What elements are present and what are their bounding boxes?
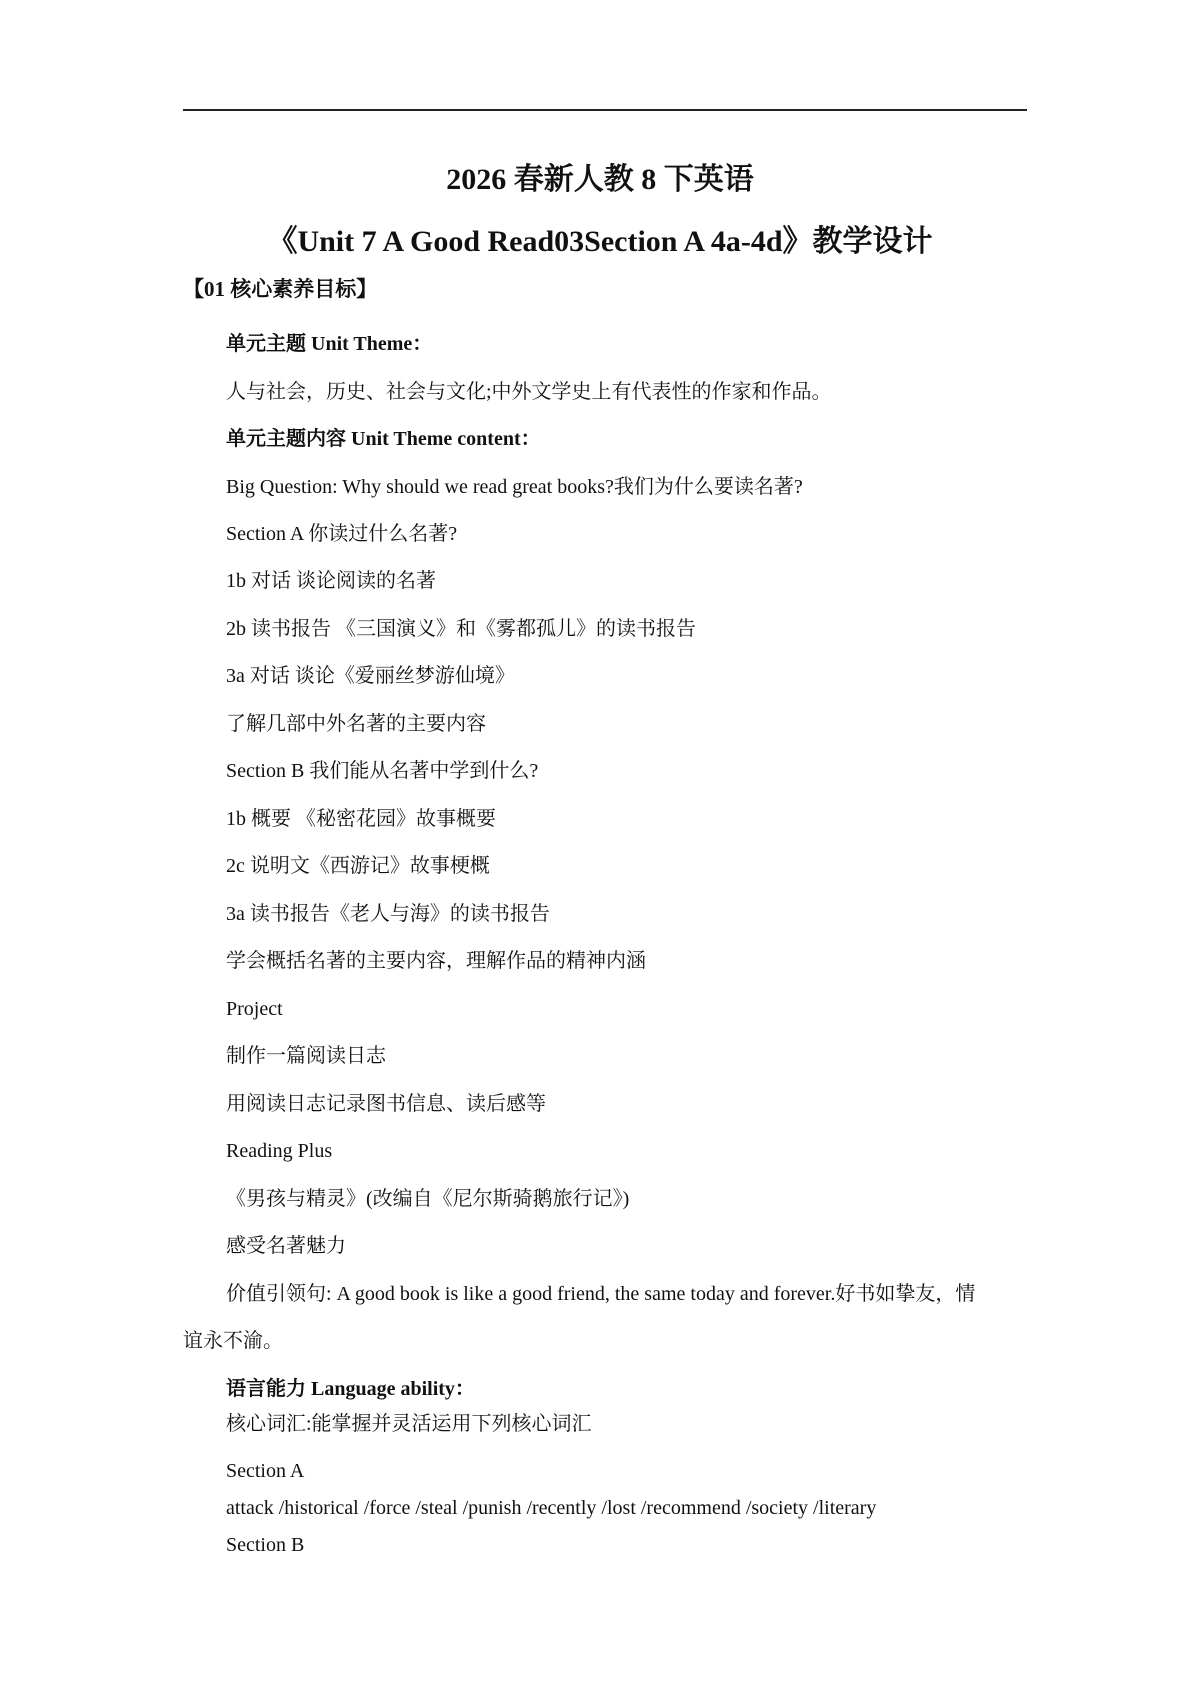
unit-theme-label: 单元主题 Unit Theme： xyxy=(226,333,433,355)
vocab-section-a-heading: Section A xyxy=(226,1460,305,1482)
section-a-summary: 了解几部中外名著的主要内容 xyxy=(226,713,486,735)
project-item-1: 制作一篇阅读日志 xyxy=(226,1045,386,1067)
section-b-item-2c: 2c 说明文《西游记》故事梗概 xyxy=(226,855,490,877)
big-question: Big Question: Why should we read great books?我们为什么要读名著? xyxy=(226,476,803,498)
section-a-item-1b: 1b 对话 谈论阅读的名著 xyxy=(226,570,436,592)
section-a-heading: Section A 你读过什么名著? xyxy=(226,523,458,545)
section-b-heading: Section B 我们能从名著中学到什么? xyxy=(226,760,539,782)
reading-plus-heading: Reading Plus xyxy=(226,1140,333,1162)
section-b-item-3a: 3a 读书报告《老人与海》的读书报告 xyxy=(226,903,550,925)
section-a-item-2b: 2b 读书报告 《三国演义》和《雾都孤儿》的读书报告 xyxy=(226,618,696,640)
vocab-section-b-heading: Section B xyxy=(226,1534,305,1556)
document-subtitle: 《Unit 7 A Good Read03Section A 4a-4d》教学设计 xyxy=(267,225,933,258)
project-item-2: 用阅读日志记录图书信息、读后感等 xyxy=(226,1093,546,1115)
section-b-summary: 学会概括名著的主要内容，理解作品的精神内涵 xyxy=(226,950,646,972)
unit-theme-text: 人与社会，历史、社会与文化;中外文学史上有代表性的作家和作品。 xyxy=(226,381,832,403)
header-rule xyxy=(183,109,1027,111)
reading-plus-summary: 感受名著魅力 xyxy=(226,1235,346,1257)
vocab-section-a-words: attack /historical /force /steal /punish /recently /lost /recommend /society /literary xyxy=(226,1497,877,1519)
section-heading: 【01 核心素养目标】 xyxy=(183,277,378,301)
unit-theme-content-label: 单元主题内容 Unit Theme content： xyxy=(226,428,541,450)
language-ability-label: 语言能力 Language ability： xyxy=(226,1378,475,1400)
reading-plus-item: 《男孩与精灵》(改编自《尼尔斯骑鹅旅行记》) xyxy=(226,1188,630,1210)
project-heading: Project xyxy=(226,998,283,1020)
section-b-item-1b: 1b 概要 《秘密花园》故事概要 xyxy=(226,808,496,830)
core-vocab-intro: 核心词汇:能掌握并灵活运用下列核心词汇 xyxy=(226,1413,592,1435)
document-title: 2026 春新人教 8 下英语 xyxy=(446,163,754,196)
value-sentence-continuation: 谊永不渝。 xyxy=(183,1330,283,1352)
section-a-item-3a: 3a 对话 谈论《爱丽丝梦游仙境》 xyxy=(226,665,515,687)
value-sentence: 价值引领句: A good book is like a good friend, the same today and forever.好书如挚友，情 xyxy=(226,1283,976,1305)
